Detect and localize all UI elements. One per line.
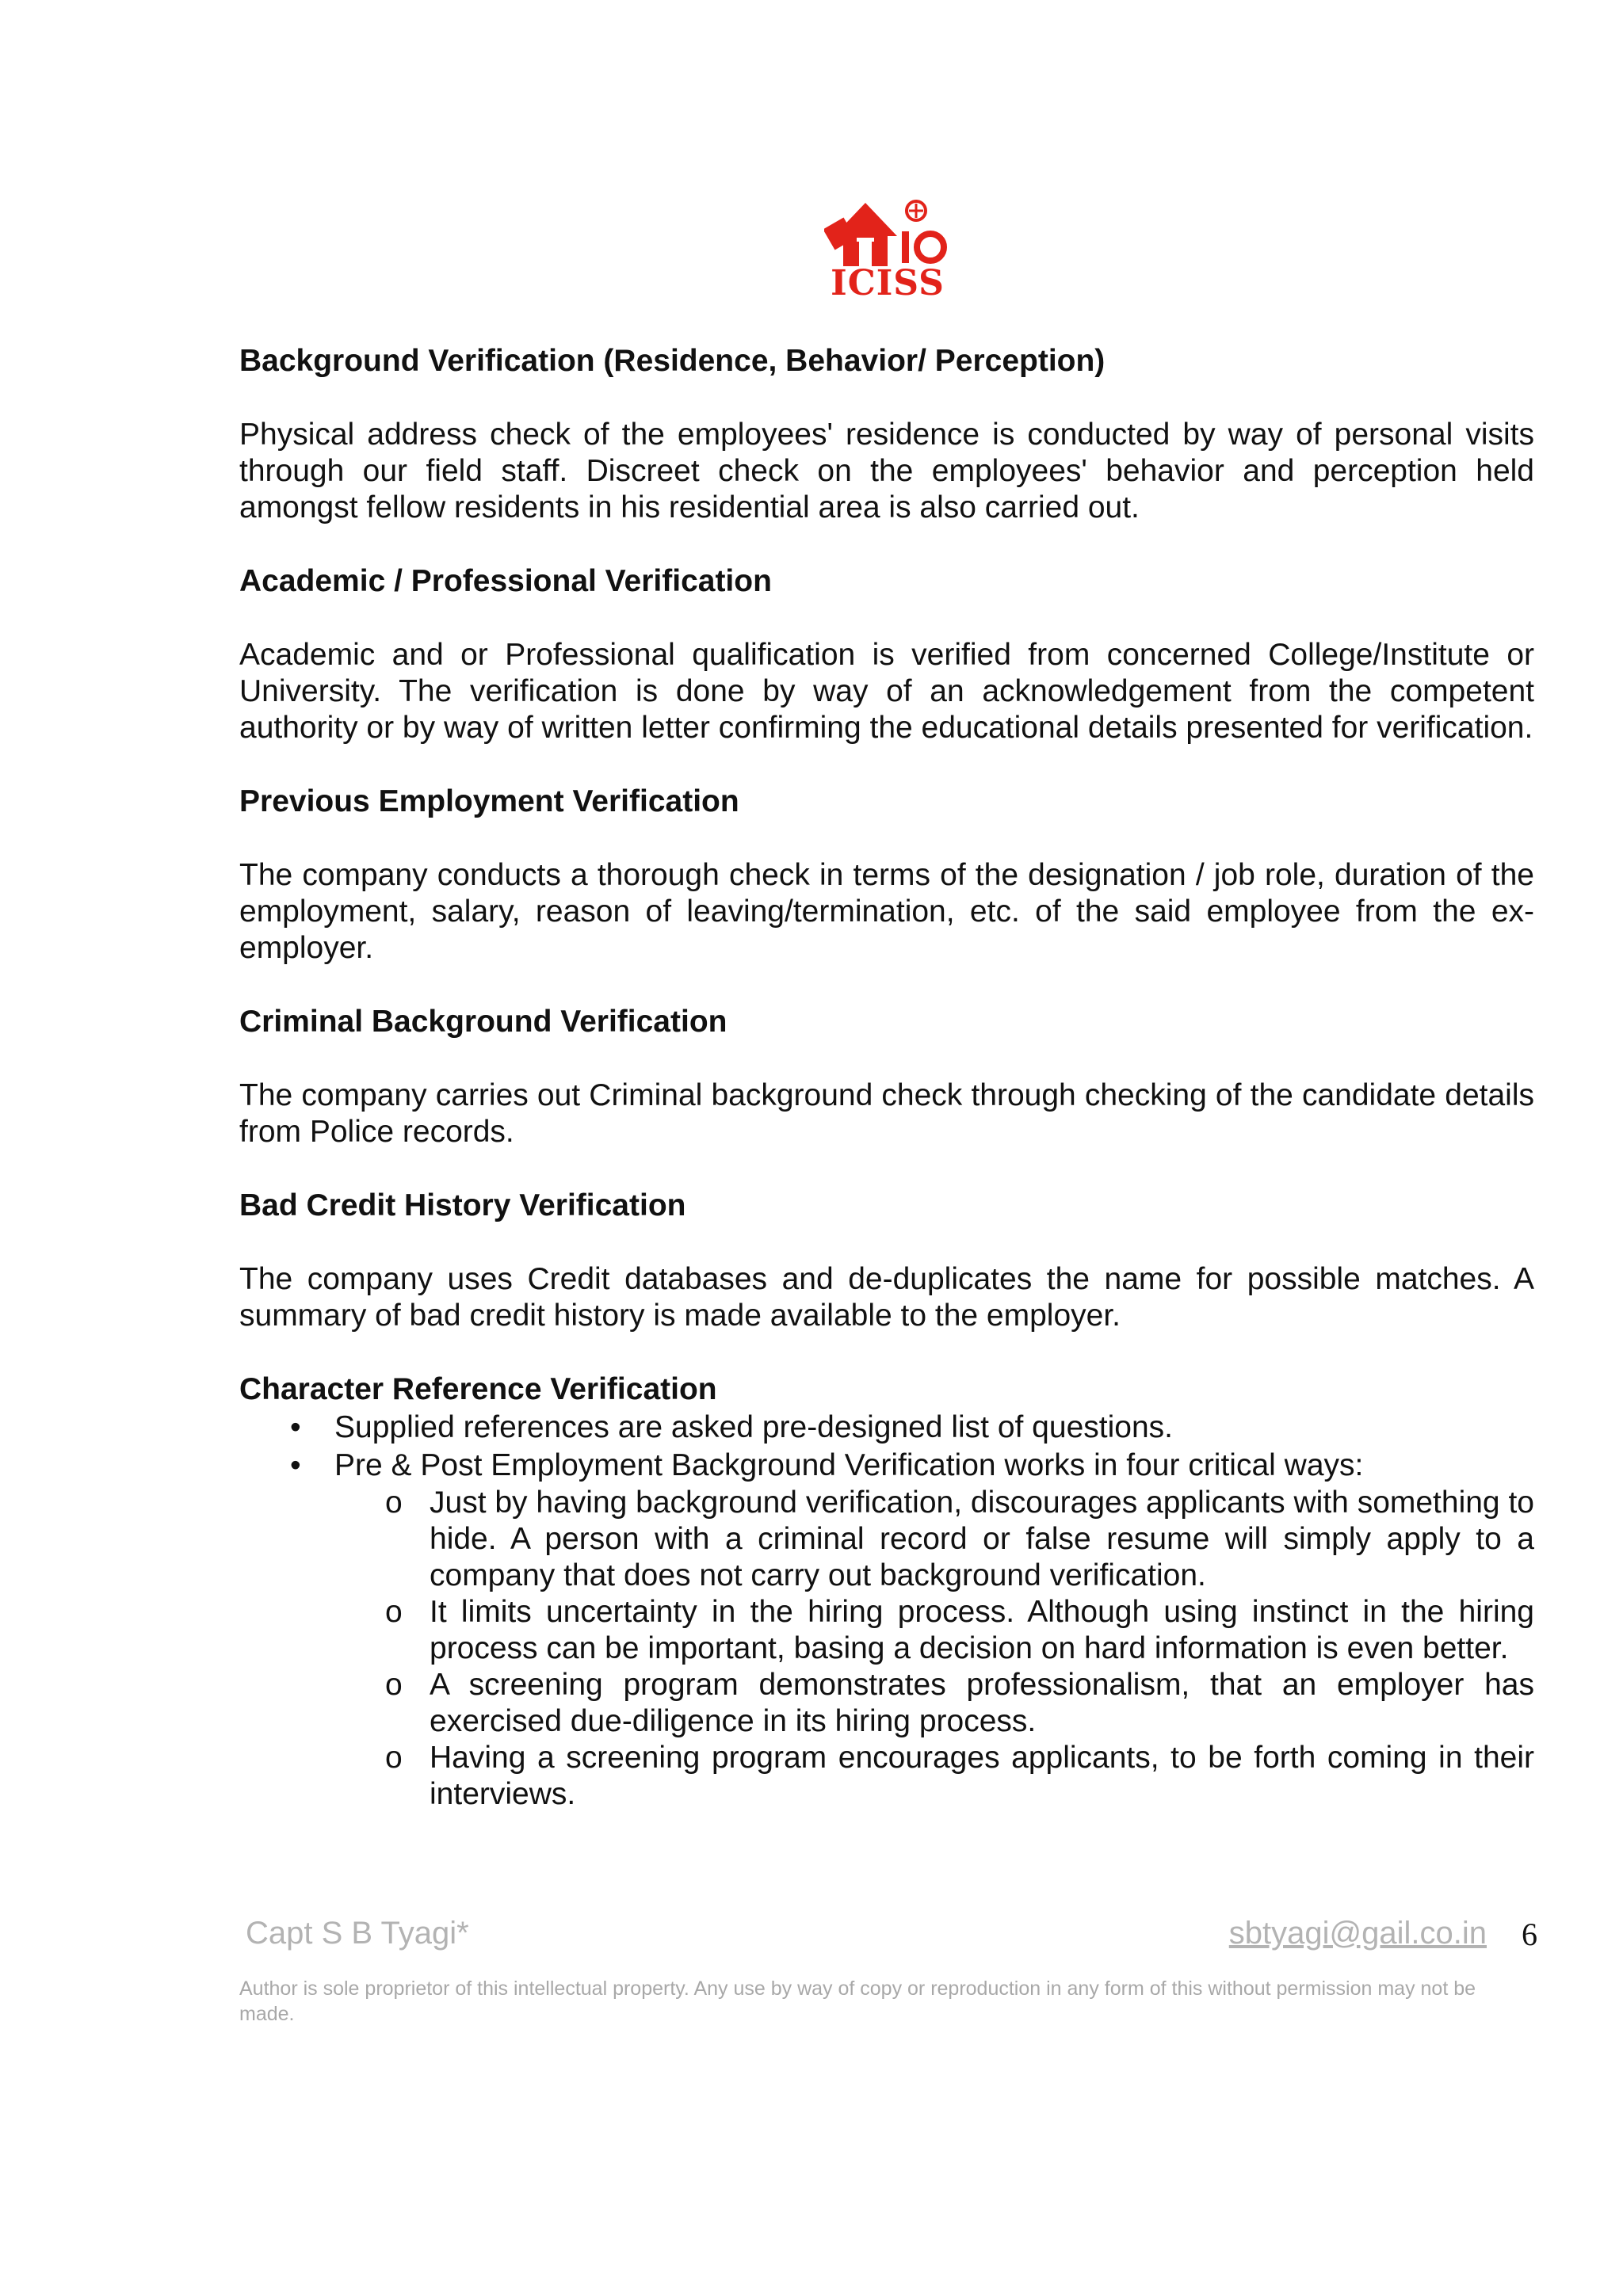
circle-bullet-icon: o bbox=[385, 1595, 403, 1629]
circle-bullet-icon: o bbox=[385, 1668, 403, 1702]
sub-list-item-text: Having a screening program encourages applicants, to be forth coming in their interviews. bbox=[430, 1741, 1534, 1811]
sub-bullet-list bbox=[239, 1485, 1534, 1813]
iciss-logo bbox=[824, 190, 951, 301]
sub-list-item bbox=[239, 1667, 1534, 1740]
section-heading: Bad Credit History Verification bbox=[239, 1188, 686, 1222]
list-item-text: Supplied references are asked pre-designed list of questions. bbox=[334, 1410, 1173, 1444]
list-item bbox=[239, 1409, 1534, 1447]
sub-list-item-text: Just by having background verification, discourages applicants with something to hide. A person with a criminal record or false resume will simply apply to a company that does not carry out background verification. bbox=[430, 1486, 1534, 1592]
section-heading: Previous Employment Verification bbox=[239, 784, 739, 818]
bullet-list bbox=[239, 1409, 1534, 1485]
circle-bullet-icon: o bbox=[385, 1741, 403, 1775]
section-employment-verification bbox=[239, 783, 1534, 967]
circle-bullet-icon: o bbox=[385, 1486, 403, 1520]
list-item-text: Pre & Post Employment Background Verification works in four critical ways: bbox=[334, 1448, 1364, 1482]
section-heading: Criminal Background Verification bbox=[239, 1005, 727, 1039]
document-body bbox=[239, 342, 1534, 1813]
section-criminal-verification bbox=[239, 1003, 1534, 1150]
sub-list-item-text: It limits uncertainty in the hiring process. Although using instinct in the hiring process can be important, basing a decision on hard information is even better. bbox=[430, 1595, 1534, 1665]
sub-list-item bbox=[239, 1740, 1534, 1813]
logo-wordmark: ICISS bbox=[831, 263, 945, 303]
footer-email-link[interactable]: sbtyagi@gail.co.in bbox=[1228, 1916, 1487, 1951]
sub-list-item bbox=[239, 1594, 1534, 1667]
section-paragraph: The company carries out Criminal background check through checking of the candidate details from Police records. bbox=[239, 1078, 1534, 1149]
bullet-icon: • bbox=[290, 1410, 301, 1444]
list-item bbox=[239, 1447, 1534, 1485]
footer-disclaimer: Author is sole proprietor of this intellectual property. Any use by way of copy or reproduction in any form of this without permission may not be made. bbox=[239, 1978, 1476, 2025]
sub-list-item bbox=[239, 1485, 1534, 1594]
house-logo-icon bbox=[824, 190, 951, 269]
section-heading: Background Verification (Residence, Behavior/ Perception) bbox=[239, 344, 1106, 378]
section-character-verification bbox=[239, 1371, 1534, 1813]
page-number: 6 bbox=[1522, 1917, 1537, 1952]
sub-list-item-text: A screening program demonstrates professionalism, that an employer has exercised due-diligence in its hiring process. bbox=[430, 1668, 1534, 1738]
footer-author: Capt S B Tyagi* bbox=[246, 1916, 469, 1951]
section-heading: Character Reference Verification bbox=[239, 1372, 717, 1406]
section-paragraph: Academic and or Professional qualification is verified from concerned College/Institute or University. The verification is done by way of an acknowledgement from the competent authority or by way of written letter confirming the educational details presented for verification. bbox=[239, 638, 1534, 745]
bullet-icon: • bbox=[290, 1448, 301, 1482]
section-background-verification bbox=[239, 342, 1534, 526]
section-academic-verification bbox=[239, 563, 1534, 746]
section-paragraph: The company conducts a thorough check in terms of the designation / job role, duration of the employment, salary, reason of leaving/termination, etc. of the said employee from the ex-employer. bbox=[239, 858, 1534, 965]
section-heading: Academic / Professional Verification bbox=[239, 564, 772, 598]
section-paragraph: The company uses Credit databases and de-duplicates the name for possible matches. A summary of bad credit history is made available to the employer. bbox=[239, 1262, 1534, 1333]
section-credit-verification bbox=[239, 1187, 1534, 1334]
page-footer bbox=[246, 1916, 1537, 1955]
section-paragraph: Physical address check of the employees' residence is conducted by way of personal visits through our field staff. Discreet check on the employees' behavior and perception held amongst fellow residents in his residential area is also carried out. bbox=[239, 418, 1534, 524]
